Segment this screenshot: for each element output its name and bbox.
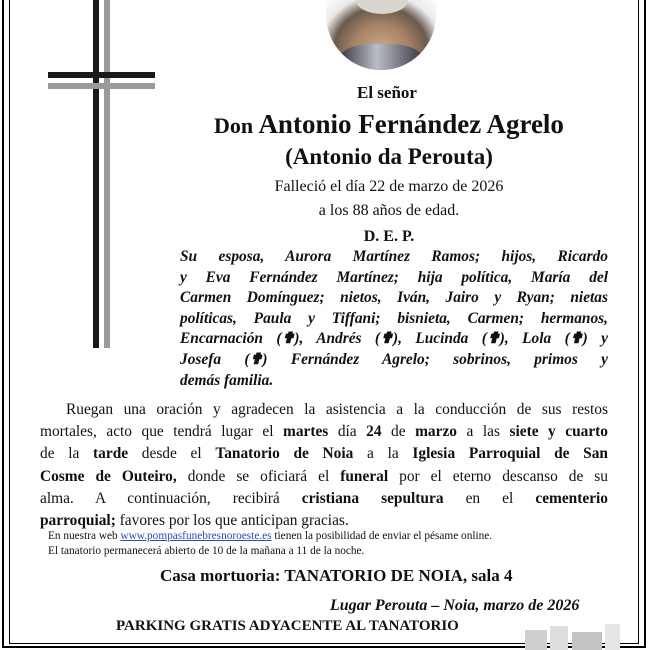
full-name: Antonio Fernández Agrelo xyxy=(258,109,564,139)
family-line: Josefa (✟) Fernández Agrelo; sobrinos, primos y xyxy=(180,350,608,368)
ceremony-line: Cosme de Outeiro, donde se oficiará el funeral por el eterno descanso de su xyxy=(40,467,608,485)
deceased-name xyxy=(160,109,618,140)
family-line: y Eva Fernández Martínez; hija política, María del xyxy=(180,268,608,286)
place-date: Lugar Perouta – Noia, marzo de 2026 xyxy=(330,597,580,614)
death-date: Falleció el día 22 de marzo de 2026 xyxy=(274,178,504,195)
family-line: Carmen Domínguez; nietos, Iván, Jairo y Ryan; nietas xyxy=(180,289,608,307)
hours-notice: El tanatorio permanecerá abierto de 10 de la mañana a 11 de la noche. xyxy=(48,545,365,557)
ceremony-line: parroquial; favores por los que anticipan gracias. xyxy=(40,512,349,530)
intro-text: El señor xyxy=(357,83,417,102)
funeral-home: Casa mortuoria: TANATORIO DE NOIA, sala 4 xyxy=(160,566,513,585)
nickname: (Antonio da Perouta) xyxy=(285,144,493,169)
family-line: Encarnación (✟), Andrés (✟), Lucinda (✟), Lola (✟) y xyxy=(180,330,608,348)
ceremony-line: alma. A continuación, recibirá cristiana sepultura en el cementerio xyxy=(40,489,608,507)
parking-notice: PARKING GRATIS ADYACENTE AL TANATORIO xyxy=(116,618,459,634)
ceremony-line: de la tarde desde el Tanatorio de Noia a la Iglesia Parroquial de San xyxy=(40,445,608,463)
honorific: Don xyxy=(214,113,254,138)
web-notice: En nuestra web www.pompasfunebresnoroeste.es tienen la posibilidad de enviar el pésame online. xyxy=(48,530,493,542)
ceremony-text xyxy=(40,399,608,532)
building-graphic xyxy=(525,622,620,650)
rip-text: D. E. P. xyxy=(363,228,415,245)
ceremony-line: mortales, acto que tendrá lugar el martes día 24 de marzo a las siete y cuarto xyxy=(40,423,608,441)
portrait-photo xyxy=(326,0,436,70)
family-line: Su esposa, Aurora Martínez Ramos; hijos, Ricardo xyxy=(180,248,608,265)
family-line: políticas, Paula y Tiffani; bisnieta, Carmen; hermanos, xyxy=(180,309,608,327)
age: a los 88 años de edad. xyxy=(318,202,460,219)
family-line: demás familia. xyxy=(180,371,274,389)
website-link[interactable]: www.pompasfunebresnoroeste.es xyxy=(120,530,272,542)
ceremony-line: Ruegan una oración y agradecen la asistencia a la conducción de sus restos xyxy=(66,401,608,418)
family-list xyxy=(180,247,608,391)
